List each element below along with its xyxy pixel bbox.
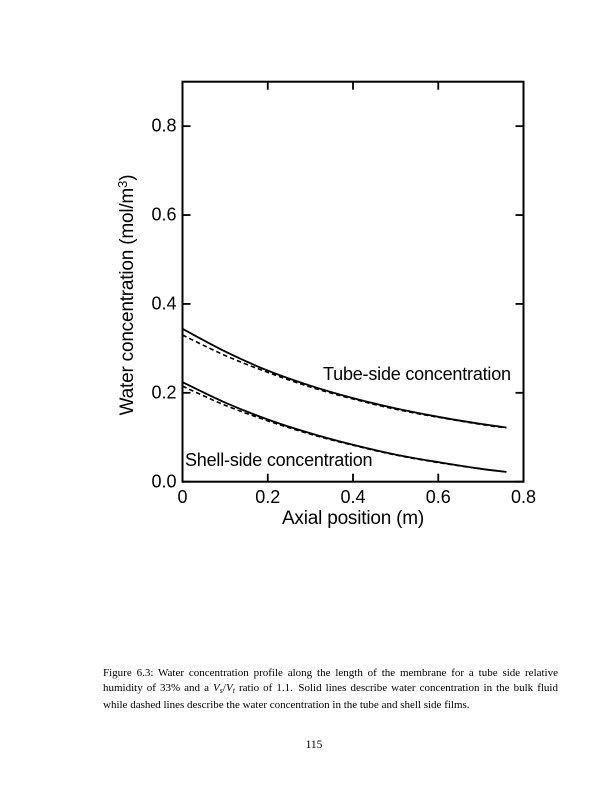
tube-side-curve-label: Tube-side concentration bbox=[323, 364, 511, 384]
caption-text-segment: Figure 6.3: Water concentration profile along the length of the membrane for a tube side relative humidity of 33% and a bbox=[103, 667, 558, 695]
y-tick-label: 0.8 bbox=[151, 115, 177, 136]
caption-math-segment: s bbox=[219, 686, 223, 696]
x-tick-label: 0.4 bbox=[340, 487, 366, 507]
x-tick-label: 0.8 bbox=[510, 487, 537, 507]
caption-text-segment: ratio of 1.1. Solid lines describe water concentration in the bulk fluid while dashed lines describe the water concentration in the tube and shell side films. bbox=[103, 682, 558, 712]
y-axis-title-close-paren: ) bbox=[117, 174, 138, 181]
caption-text-segment: / bbox=[222, 682, 226, 695]
shell-side-curve-label: Shell-side concentration bbox=[185, 450, 373, 470]
x-tick-label: 0.2 bbox=[255, 487, 281, 507]
x-tick-label: 0.6 bbox=[425, 487, 451, 507]
x-tick-label: 0 bbox=[177, 487, 188, 507]
figure-caption bbox=[103, 666, 558, 714]
x-axis-title: Axial position (m) bbox=[281, 508, 425, 529]
caption-math-segment: t bbox=[232, 686, 235, 696]
y-axis-title-text: Water concentration (mol/m bbox=[117, 187, 138, 416]
caption-math-segment: V bbox=[213, 682, 220, 695]
y-tick-label: 0.4 bbox=[151, 293, 177, 314]
y-tick-label: 0.6 bbox=[151, 204, 177, 225]
y-axis-title-superscript: 3 bbox=[115, 180, 130, 188]
y-tick-label: 0.0 bbox=[151, 471, 177, 492]
caption-math-segment: V bbox=[225, 682, 233, 695]
y-tick-label: 0.2 bbox=[151, 382, 177, 403]
page-number: 115 bbox=[305, 739, 323, 751]
